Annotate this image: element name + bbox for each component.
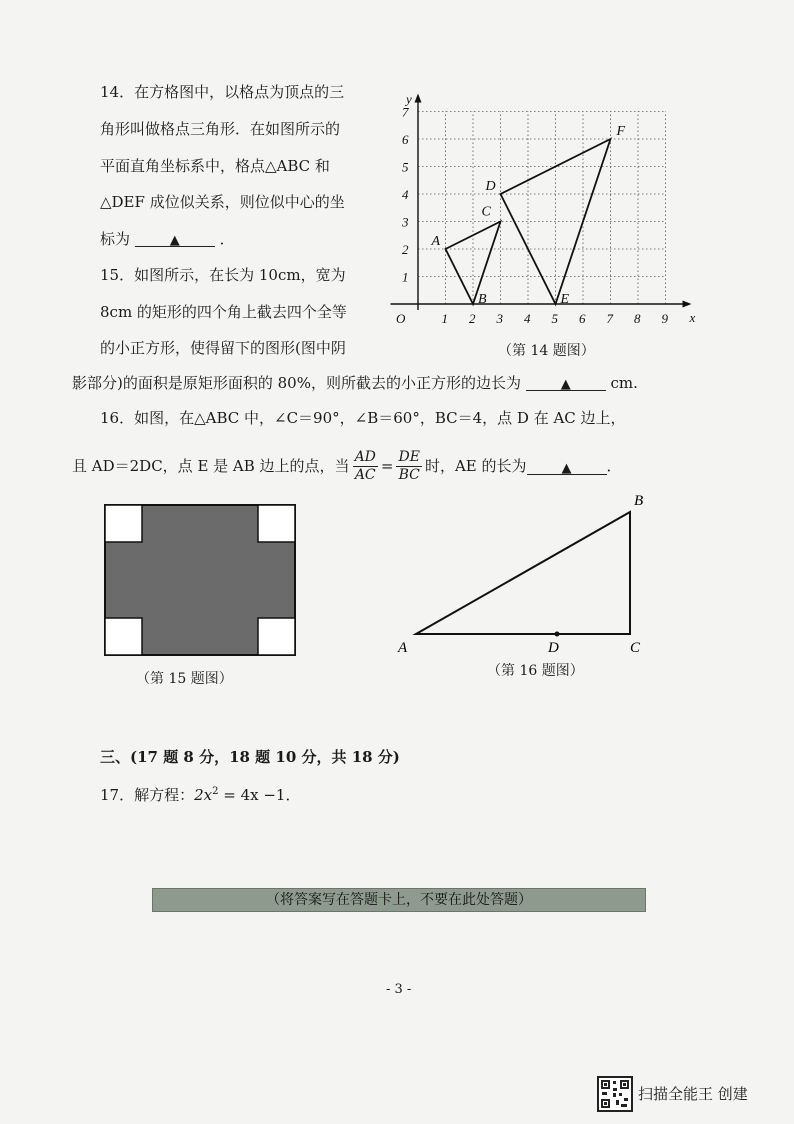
y-axis-arrow-icon (415, 94, 422, 103)
x-tick-label: 8 (634, 311, 641, 326)
label-c: C (630, 640, 641, 656)
x-tick-label: 5 (551, 311, 558, 326)
footer-brand: 扫描全能王 创建 (638, 1085, 748, 1103)
x-tick-label: 9 (661, 311, 668, 326)
x-tick-label: 6 (579, 311, 586, 326)
answer-triangle-icon: ▲ (169, 233, 180, 248)
q15-figure-caption: （第 15 题图） (136, 671, 233, 687)
q15-figure (100, 500, 300, 660)
qr-code-icon (597, 1076, 633, 1112)
q16-figure (390, 485, 670, 660)
section3-heading: 三、(17 题 8 分，18 题 10 分，共 18 分) (100, 748, 400, 766)
fraction-denominator: AC (354, 466, 376, 483)
q14-line3: 平面直角坐标系中，格点△ABC 和 (100, 157, 330, 175)
q14-answer-blank (135, 229, 215, 247)
answer-triangle-icon: ▲ (560, 377, 571, 392)
fraction-ad-ac (353, 449, 378, 484)
x-tick-label: 3 (496, 311, 503, 326)
q17-prefix: 17．解方程： (100, 786, 195, 804)
q14-suffix: ． (219, 230, 235, 248)
q15-line1: 15．如图所示，在长为 10cm，宽为 (100, 266, 346, 284)
q14-line2: 角形叫做格点三角形．在如图所示的 (100, 120, 341, 138)
x-tick-label: 7 (606, 311, 613, 326)
y-tick-label: 1 (402, 269, 409, 285)
y-tick-label: 2 (402, 242, 409, 257)
q14-line1: 14．在方格图中，以格点为顶点的三 (100, 83, 345, 101)
q14-coordinate-grid (380, 78, 696, 340)
cut-square-bottom-right (258, 618, 295, 655)
q16-line1: 16．如图，在△ABC 中，∠C＝90°，∠B＝60°，BC＝4，点 D 在 AC 边上， (100, 409, 626, 427)
q14-line5 (100, 229, 235, 249)
vertex-label-a: A (431, 234, 441, 249)
cut-square-bottom-left (105, 618, 142, 655)
q16-prefix: 且 AD＝2DC，点 E 是 AB 边上的点，当 (72, 457, 350, 475)
x-tick-label: 2 (469, 311, 476, 326)
x-axis-label: x (689, 310, 696, 325)
label-d: D (548, 640, 559, 656)
y-tick-label: 5 (402, 159, 409, 175)
y-tick-label: 4 (402, 187, 409, 202)
cut-square-top-right (258, 505, 295, 542)
q15-answer-blank (526, 373, 606, 391)
equation-exponent: 2 (212, 786, 219, 797)
y-tick-label: 6 (402, 132, 409, 147)
q17-line (100, 782, 300, 805)
page-number: - 3 - (386, 982, 412, 997)
cut-square-top-left (105, 505, 142, 542)
vertex-label-b: B (478, 292, 487, 307)
q15-line4 (72, 373, 638, 393)
q16-mid: 时，AE 的长为 (424, 457, 527, 475)
q16-line2 (72, 444, 622, 488)
x-tick-label: 4 (524, 311, 531, 326)
equation-lhs: 2x (194, 786, 213, 804)
q14-figure-caption: （第 14 题图） (498, 343, 595, 359)
q14-line4: △DEF 成位似关系，则位似中心的坐 (100, 193, 345, 211)
fraction-denominator: BC (398, 466, 420, 483)
q15-line2: 8cm 的矩形的四个角上截去四个全等 (100, 303, 347, 321)
q15-suffix: cm. (610, 374, 638, 392)
q14-prefix: 标为 (100, 230, 131, 248)
q15-line3: 的小正方形，使得留下的图形(图中阴 (100, 339, 346, 357)
fraction-numerator: AD (354, 448, 376, 465)
label-b: B (634, 493, 644, 509)
x-axis-arrow-icon (683, 301, 692, 308)
vertex-label-f: F (616, 124, 626, 139)
instruction-banner: （将答案写在答题卡上，不要在此处答题） (152, 888, 646, 912)
fraction-de-bc (396, 449, 421, 484)
origin-label: O (396, 311, 406, 326)
q15-prefix: 影部分)的面积是原矩形面积的 80%，则所截去的小正方形的边长为 (72, 374, 521, 392)
q16-answer-blank (527, 457, 607, 475)
point-d (555, 632, 560, 637)
equals-sign: = (380, 457, 394, 475)
y-tick-label: 7 (402, 104, 409, 120)
fraction-numerator: DE (398, 448, 420, 465)
x-tick-label: 1 (441, 311, 448, 326)
equation-rhs: = 4x −1． (218, 786, 301, 804)
vertex-label-c: C (481, 204, 491, 220)
answer-triangle-icon: ▲ (561, 461, 572, 476)
y-tick-label: 3 (402, 214, 409, 230)
y-axis-label: y (406, 91, 412, 107)
vertex-label-e: E (560, 292, 570, 307)
vertex-label-d: D (485, 179, 496, 194)
triangle-abc (416, 512, 630, 634)
q16-suffix: ． (606, 457, 622, 475)
label-a: A (398, 640, 408, 656)
q16-figure-caption: （第 16 题图） (487, 663, 584, 679)
